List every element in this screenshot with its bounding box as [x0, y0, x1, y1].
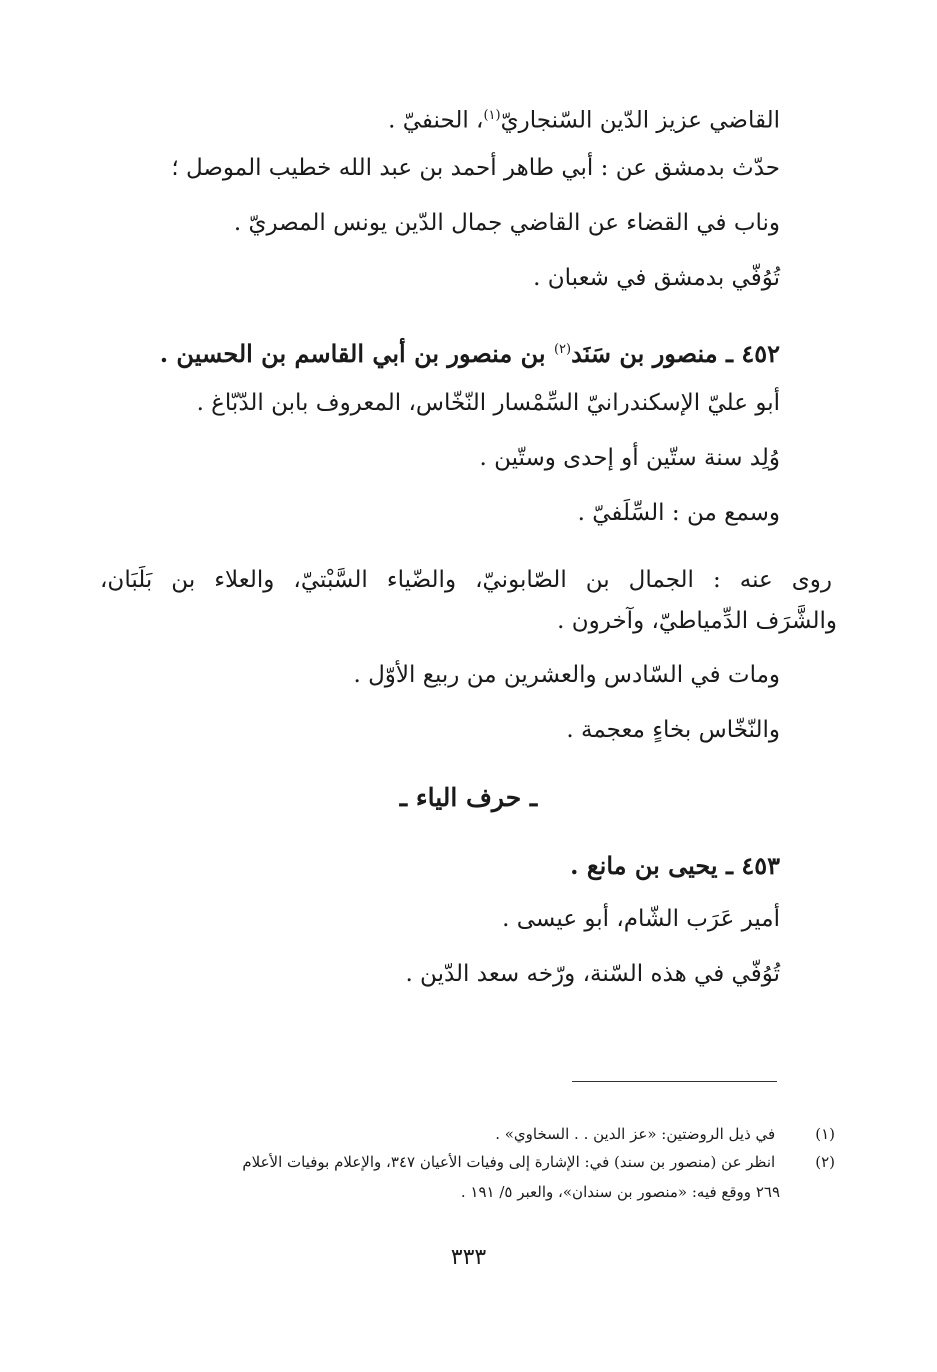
footnote-2-text: انظر عن (منصور بن سند) في: الإشارة إلى وفيات الأعيان ٣٤٧، والإعلام بوفيات الأعلام: [242, 1153, 776, 1171]
footnote-2-number: (٢): [815, 1153, 835, 1171]
entry-452-heading: [160, 333, 780, 371]
line-6: أبو عليّ الإسكندرانيّ السِّمْسار النّخّاس، المعروف بابن الدّبّاغ .: [196, 390, 780, 416]
line-3: وناب في القضاء عن القاضي جمال الدّين يونس المصريّ .: [233, 210, 780, 236]
line-1-tail: ، الحنفيّ .: [388, 107, 484, 134]
footnote-2: [108, 1148, 835, 1176]
footnote-ref-2: (٢): [553, 342, 572, 357]
footnote-ref-1: (١): [483, 108, 501, 123]
line-2: حدّث بدمشق عن : أبي طاهر أحمد بن عبد الله خطيب الموصل ؛: [171, 155, 780, 181]
line-1-text: القاضي عزيز الدّين السّنجاريّ: [500, 107, 780, 134]
footnote-1-text: في ذيل الروضتين: «عز الدين . . السخاوي» .: [495, 1125, 776, 1143]
line-15: تُوُفّي في هذه السّنة، ورّخه سعد الدّين .: [405, 961, 780, 987]
footnote-1: [108, 1120, 835, 1148]
line-11: ومات في السّادس والعشرين من ربيع الأوّل .: [353, 662, 780, 688]
entry-453-heading: ٤٥٣ ـ يحيى بن مانع .: [570, 851, 780, 880]
footnote-2-continuation: ٢٦٩ ووقع فيه: «منصور بن سندان»، والعبر ٥/ ١٩١ .: [460, 1183, 780, 1201]
line-9: روى عنه : الجمال بن الصّابونيّ، والضّياء السَّبْتيّ، والعلاء بن بَلَبَان،: [100, 567, 832, 593]
line-12: والنّخّاس بخاءٍ معجمة .: [566, 717, 780, 743]
page-number: ٣٣٣: [450, 1245, 487, 1270]
line-4: تُوُفّي بدمشق في شعبان .: [533, 265, 780, 291]
entry-452-lineage: بن منصور بن أبي القاسم بن الحسين .: [159, 339, 554, 368]
section-heading: ـ حرف الياء ـ: [399, 783, 538, 812]
line-14: أمير عَرَب الشّام، أبو عيسى .: [502, 906, 780, 932]
footnote-separator: [572, 1081, 777, 1082]
footnote-1-number: (١): [815, 1125, 835, 1143]
line-8: وسمع من : السِّلَفيّ .: [577, 500, 780, 526]
entry-452-name: ٤٥٢ ـ منصور بن سَنَد: [571, 339, 780, 368]
line-1: [388, 99, 780, 138]
line-7: وُلِد سنة ستّين أو إحدى وستّين .: [479, 445, 780, 471]
line-10: والشَّرَف الدِّمياطيّ، وآخرون .: [557, 608, 837, 634]
